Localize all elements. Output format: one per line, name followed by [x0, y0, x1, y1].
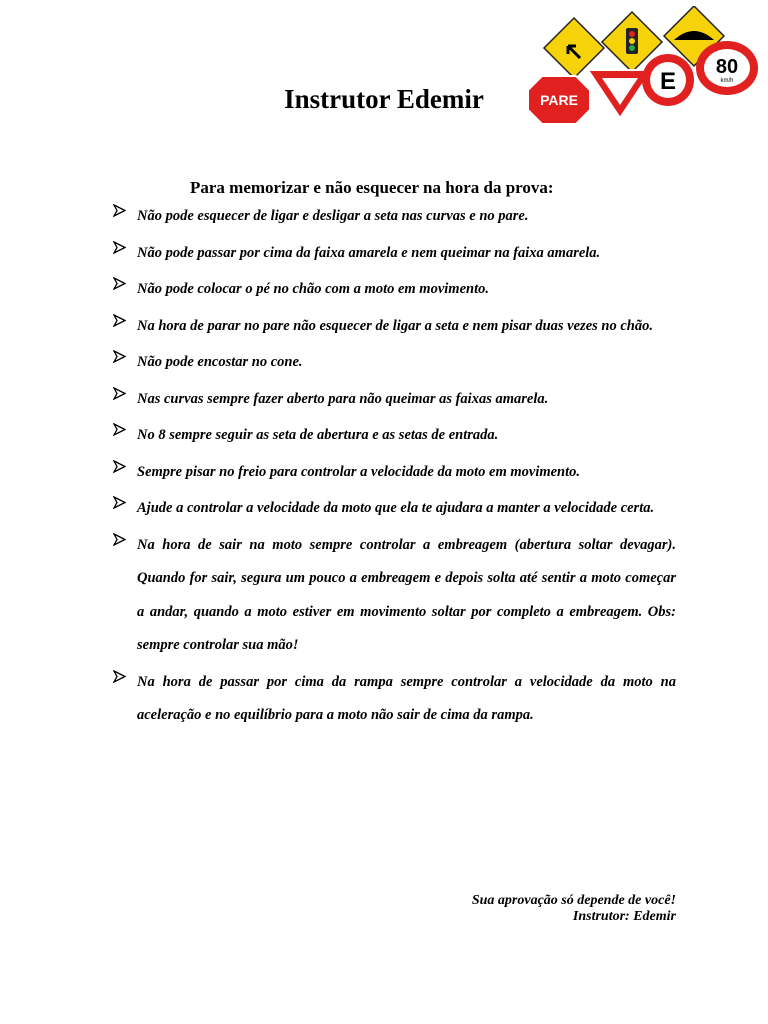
- arrowhead-bullet-icon: [113, 533, 126, 546]
- speed-limit-number: 80: [715, 56, 739, 78]
- page-title-text: Instrutor Edemir: [284, 84, 484, 114]
- traffic-signs-logo: [528, 6, 762, 124]
- speed-limit-unit: km/h: [720, 78, 734, 84]
- tips-list: [113, 210, 676, 746]
- list-item-text: Não pode esquecer de ligar e desligar a seta nas curvas e no pare.: [137, 208, 529, 224]
- list-item-text: Na hora de passar por cima da rampa sempre controlar a velocidade da moto na aceleração e no equilíbrio para a moto não sair de cima da rampa.: [137, 673, 676, 723]
- list-item-text: Na hora de sair na moto sempre controlar a embreagem (abertura soltar devagar). Quando for sair, segura um pouco a embreagem e depois solta até sentir a moto começar a andar, quando a moto estiver em movimento soltar por completo a embreagem. Obs: sempre controlar sua mão!: [137, 536, 676, 653]
- list-item: [113, 237, 676, 271]
- list-item: [113, 666, 676, 733]
- list-item: [113, 456, 676, 490]
- list-item-text: Não pode passar por cima da faixa amarela e nem queimar na faixa amarela.: [137, 244, 601, 261]
- list-item: [113, 273, 676, 307]
- arrowhead-bullet-icon: [113, 204, 126, 217]
- arrowhead-bullet-icon: [113, 277, 126, 290]
- arrowhead-bullet-icon: [113, 496, 126, 509]
- arrowhead-bullet-icon: [113, 423, 126, 436]
- instructor-signature: Instrutor: Edemir: [572, 909, 676, 924]
- list-item: [113, 529, 676, 663]
- section-subtitle: Para memorizar e não esquecer na hora da prova:: [190, 178, 554, 197]
- signature-block: [472, 893, 676, 925]
- list-item-text: Nas curvas sempre fazer aberto para não queimar as faixas amarela.: [137, 390, 549, 407]
- list-item-text: Ajude a controlar a velocidade da moto que ela te ajudara a manter a velocidade certa.: [137, 500, 655, 516]
- list-item-text: No 8 sempre seguir as seta de abertura e as setas de entrada.: [137, 427, 499, 443]
- arrowhead-bullet-icon: [113, 387, 126, 400]
- arrowhead-bullet-icon: [113, 241, 126, 254]
- list-item: [113, 383, 676, 417]
- arrowhead-bullet-icon: [113, 460, 126, 473]
- list-item-text: Não pode encostar no cone.: [137, 354, 303, 370]
- list-item: [113, 310, 676, 344]
- list-item: [113, 492, 676, 526]
- parking-sign-icon: [642, 54, 694, 106]
- speed-limit-sign-icon: [696, 41, 758, 95]
- arrowhead-bullet-icon: [113, 350, 126, 363]
- list-item-text: Não pode colocar o pé no chão com a moto em movimento.: [137, 281, 489, 297]
- list-item: [113, 200, 676, 234]
- parking-sign-text: E: [659, 68, 677, 95]
- stop-sign-text: PARE: [540, 92, 578, 108]
- list-item: [113, 419, 676, 453]
- stop-sign-icon: [528, 76, 590, 124]
- closing-message: Sua aprovação só depende de você!: [471, 893, 676, 908]
- arrowhead-bullet-icon: [113, 670, 126, 683]
- list-item-text: Na hora de parar no pare não esquecer de ligar a seta e nem pisar duas vezes no chão.: [137, 317, 653, 334]
- list-item-text: Sempre pisar no freio para controlar a velocidade da moto em movimento.: [137, 463, 581, 480]
- arrowhead-bullet-icon: [113, 314, 126, 327]
- list-item: [113, 346, 676, 380]
